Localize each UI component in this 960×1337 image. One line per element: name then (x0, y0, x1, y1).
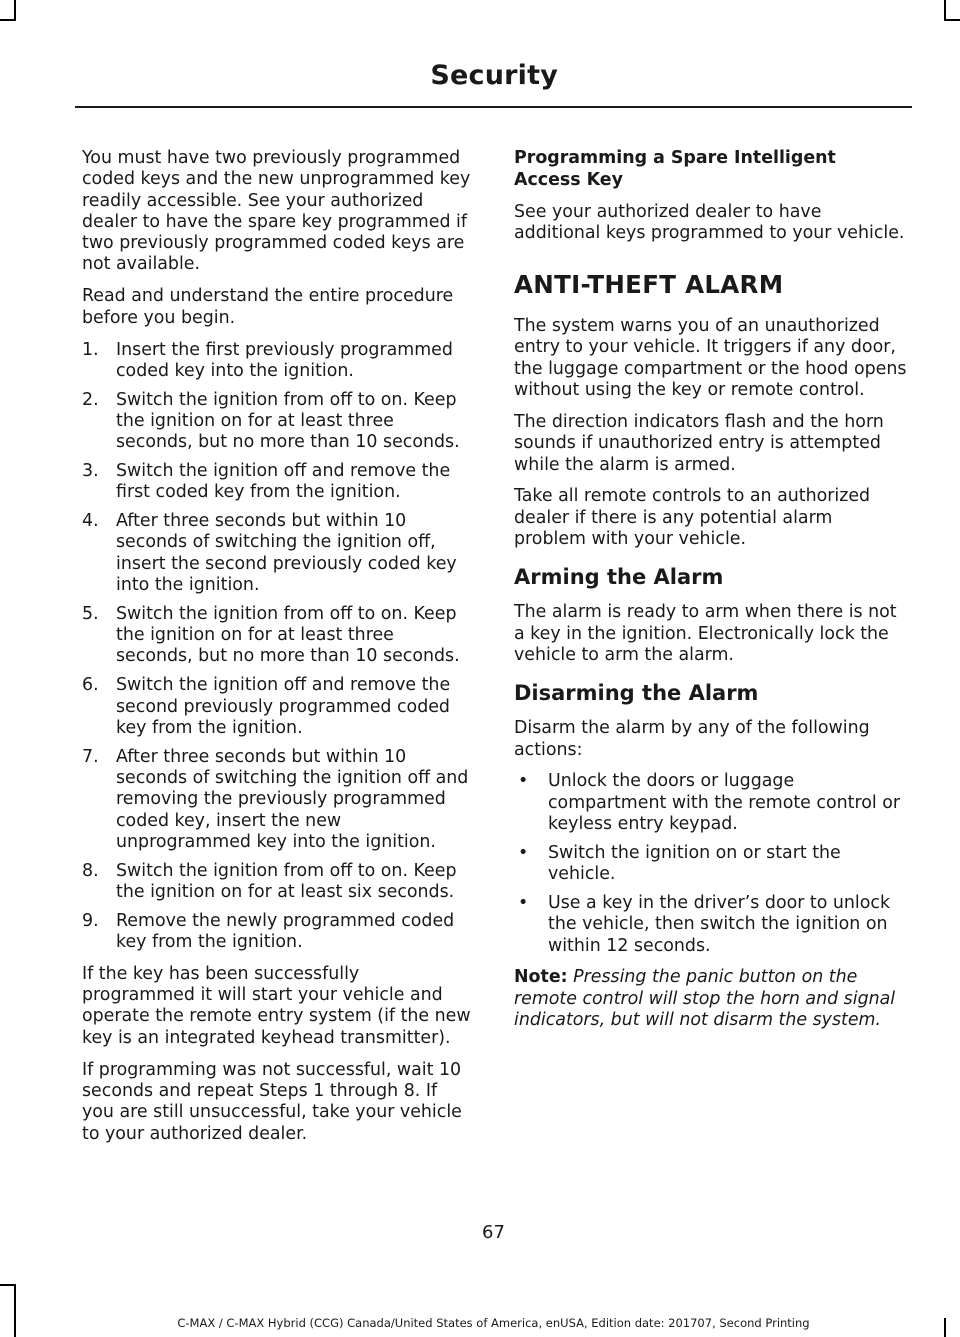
step-text: Insert the first previously programmed coded key into the ignition. (116, 339, 453, 381)
note-label: Note: (514, 967, 568, 988)
list-item (82, 390, 474, 454)
disarming-intro: Disarm the alarm by any of the following actions: (514, 718, 870, 760)
alarm-paragraph-1: The system warns you of an unauthorized entry to your vehicle. It triggers if any door, the luggage compartment or the hood opens without using the key or remote control. (514, 316, 907, 401)
step-number: 9. (82, 910, 99, 931)
step-text: Switch the ignition off and remove the first coded key from the ignition. (116, 461, 451, 503)
programming-steps (82, 340, 474, 954)
arming-paragraph: The alarm is ready to arm when there is not a key in the ignition. Electronically lock the vehicle to arm the alarm. (514, 602, 897, 665)
step-number: 6. (82, 675, 99, 696)
step-text: Switch the ignition off and remove the second previously programmed coded key from the ignition. (116, 675, 451, 738)
success-paragraph: If the key has been successfully programmed it will start your vehicle and operate the remote entry system (if the new key is an integrated keyhead transmitter). (82, 963, 471, 1048)
footer-edition-info: C-MAX / C-MAX Hybrid (CCG) Canada/United States of America, enUSA, Edition date: 201707, Second Printing (177, 1316, 810, 1330)
list-item (82, 340, 474, 383)
bullet-text: Switch the ignition on or start the vehicle. (548, 842, 841, 885)
step-text: After three seconds but within 10 seconds of switching the ignition off, insert the second previously coded key into the ignition. (116, 511, 457, 596)
bullet-text: Use a key in the driver’s door to unlock the vehicle, then switch the ignition on within 12 seconds. (548, 892, 891, 956)
list-item (82, 861, 474, 904)
step-number: 8. (82, 860, 99, 881)
crop-mark (0, 19, 16, 21)
step-number: 4. (82, 511, 99, 532)
crop-mark (14, 0, 16, 20)
note-text: Pressing the panic button on the remote control will stop the horn and signal indicators, but will not disarm the system. (514, 967, 896, 1030)
list-item (82, 747, 474, 853)
bullet-icon: • (518, 892, 529, 913)
step-number: 5. (82, 603, 99, 624)
alarm-paragraph-3: Take all remote controls to an authorized dealer if there is any potential alarm problem with your vehicle. (514, 486, 871, 550)
step-text: Switch the ignition from off to on. Keep the ignition on for at least six seconds. (116, 860, 457, 902)
list-item (514, 893, 908, 957)
bullet-icon: • (518, 842, 529, 863)
list-item (82, 911, 474, 954)
bullet-icon: • (518, 771, 529, 792)
list-item (514, 771, 908, 835)
right-column (514, 148, 908, 1042)
list-item (82, 675, 474, 739)
crop-mark (944, 19, 960, 21)
crop-mark (944, 0, 946, 20)
spare-key-paragraph: See your authorized dealer to have additional keys programmed to your vehicle. (514, 201, 905, 243)
bullet-text: Unlock the doors or luggage compartment with the remote control or keyless entry keypad. (548, 771, 900, 835)
alarm-paragraph-2: The direction indicators flash and the horn sounds if unauthorized entry is attempted while the alarm is armed. (514, 411, 884, 475)
step-text: Remove the newly programmed coded key from the ignition. (116, 910, 455, 952)
page-number: 67 (482, 1222, 505, 1243)
step-number: 1. (82, 339, 99, 360)
disarm-actions-list (514, 771, 908, 956)
anti-theft-alarm-heading: ANTI-THEFT ALARM (514, 270, 784, 300)
step-text: Switch the ignition from off to on. Keep the ignition on for at least three seconds, but no more than 10 seconds. (116, 389, 460, 453)
step-number: 2. (82, 389, 99, 410)
left-column (82, 148, 474, 1155)
failure-paragraph: If programming was not successful, wait 10 seconds and repeat Steps 1 through 8. If you are still unsuccessful, take your vehicle to your authorized dealer. (82, 1059, 462, 1144)
intro-paragraph: You must have two previously programmed coded keys and the new unprogrammed key readily accessible. See your authorized dealer to have the spare key programmed if two previously programmed coded keys are not available. (82, 148, 471, 275)
disarming-heading: Disarming the Alarm (514, 681, 759, 706)
list-item (82, 461, 474, 504)
step-text: After three seconds but within 10 seconds of switching the ignition off and removing the previously programmed coded key, insert the new unprogrammed key into the ignition. (116, 746, 469, 852)
list-item (82, 604, 474, 668)
list-item (514, 843, 908, 886)
list-item (82, 511, 474, 596)
step-number: 7. (82, 746, 99, 767)
crop-mark (0, 1284, 16, 1286)
page-title: Security (430, 60, 558, 91)
step-text: Switch the ignition from off to on. Keep the ignition on for at least three seconds, but no more than 10 seconds. (116, 603, 460, 667)
read-paragraph: Read and understand the entire procedure before you begin. (82, 286, 454, 328)
spare-key-heading: Programming a Spare Intelligent Access Key (514, 148, 836, 190)
header-divider (75, 106, 912, 108)
note-paragraph (514, 967, 908, 1031)
arming-heading: Arming the Alarm (514, 565, 724, 590)
step-number: 3. (82, 461, 99, 482)
